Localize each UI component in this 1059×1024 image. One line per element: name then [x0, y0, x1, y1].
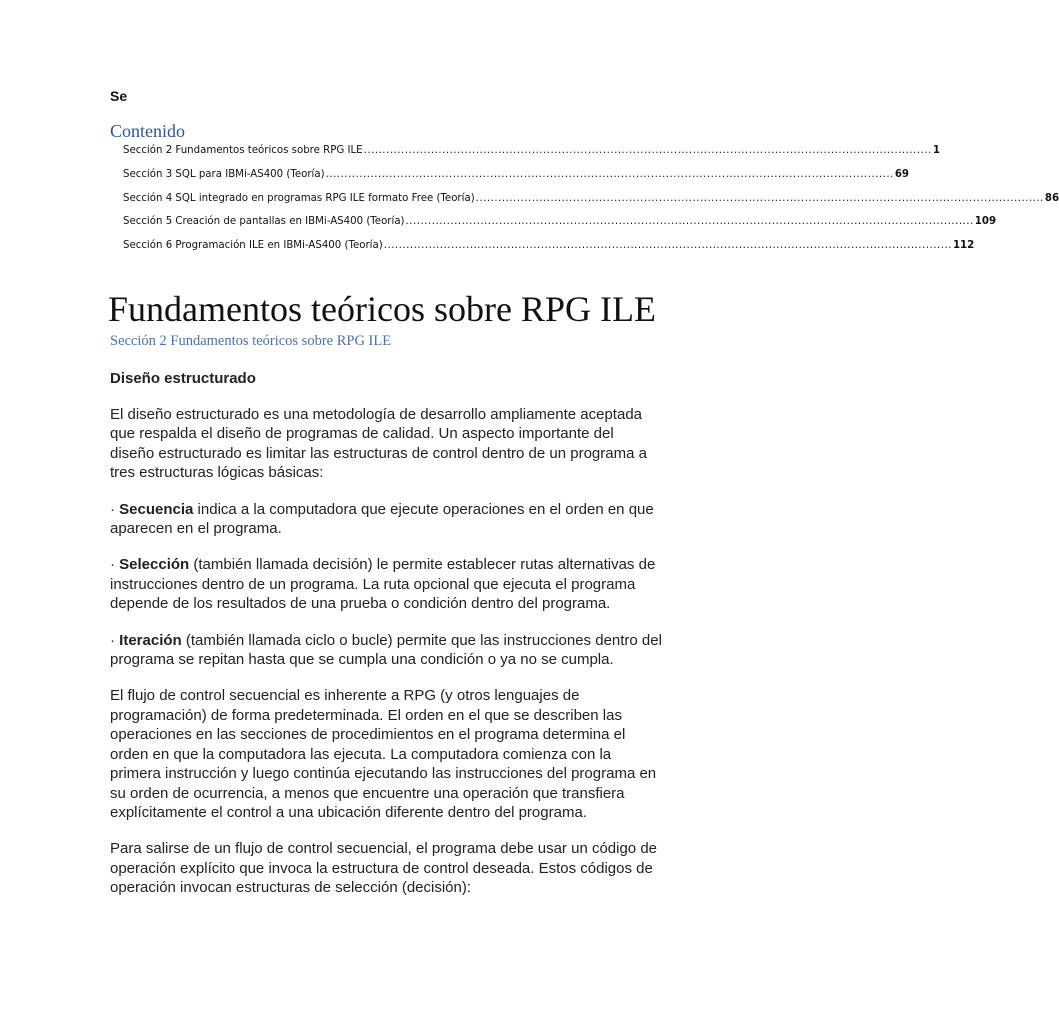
exit-flow-paragraph: Para salirse de un flujo de control secuencial, el programa debe usar un código de operación explícito que invoca la estructura de control deseada. Estos códigos de operación invocan estructuras de selección (decisión):	[110, 840, 658, 897]
bullet-term: Iteración	[119, 631, 182, 649]
bullet-term: Secuencia	[119, 500, 194, 518]
toc-entry-seccion-2[interactable]	[123, 145, 940, 169]
page-subtitle: Sección 2 Fundamentos teóricos sobre RPG ILE	[110, 333, 392, 349]
header-fragment: Se	[110, 88, 128, 104]
toc-entry-page: 1	[932, 145, 940, 156]
toc-leader-dots: ........................................................................................................................................................	[475, 192, 1044, 204]
toc-title: Contenido	[110, 121, 185, 141]
bullet-seleccion	[110, 555, 662, 613]
bullet-term: Selección	[119, 556, 190, 574]
table-of-contents	[123, 145, 1059, 264]
toc-entry-seccion-3[interactable]	[123, 168, 910, 193]
toc-entry-text: Sección 3 SQL para IBMi-AS400 (Teoría)	[123, 168, 325, 180]
section-heading: Diseño estructurado	[110, 370, 256, 387]
toc-entry-text: Sección 2 Fundamentos teóricos sobre RPG ILE	[123, 145, 363, 156]
toc-leader-dots: ........................................................................................................................................................	[383, 240, 952, 252]
toc-leader-dots: ........................................................................................................................................................	[405, 216, 974, 228]
toc-entry-seccion-5[interactable]	[123, 216, 997, 240]
toc-entry-seccion-6[interactable]	[123, 240, 975, 264]
bullet-marker: ·	[110, 556, 120, 574]
bullet-text: (también llamada decisión) le permite establecer rutas alternativas de instrucciones dentro de un programa. La ruta opcional que ejecuta el programa depende de los resultados de una prueba o condición dentro del programa.	[110, 556, 656, 613]
toc-leader-dots: ........................................................................................................................................................	[363, 145, 932, 156]
page-title: Fundamentos teóricos sobre RPG ILE	[108, 289, 656, 329]
bullet-marker: ·	[110, 631, 120, 649]
toc-entry-page: 69	[894, 168, 910, 180]
toc-entry-page: 112	[952, 240, 975, 252]
toc-entry-page: 109	[974, 216, 997, 228]
toc-leader-dots: ........................................................................................................................................................	[325, 168, 894, 180]
bullet-secuencia	[110, 500, 662, 539]
toc-entry-page: 86	[1044, 192, 1059, 204]
toc-entry-seccion-4[interactable]	[123, 192, 1059, 217]
toc-entry-text: Sección 5 Creación de pantallas en IBMi-AS400 (Teoría)	[123, 216, 405, 228]
intro-paragraph: El diseño estructurado es una metodología de desarrollo ampliamente aceptada que respalda el diseño de programas de calidad. Un aspecto importante del diseño estructurado es limitar las estructuras de control dentro de un programa a tres estructuras lógicas básicas:	[110, 406, 647, 482]
bullet-marker: ·	[110, 500, 120, 518]
bullet-iteracion	[110, 631, 662, 670]
toc-entry-text: Sección 4 SQL integrado en programas RPG ILE formato Free (Teoría)	[123, 192, 475, 204]
bullet-text: indica a la computadora que ejecute operaciones en el orden en que aparecen en el programa.	[110, 500, 654, 538]
flow-control-paragraph: El flujo de control secuencial es inherente a RPG (y otros lenguajes de programación) de forma predeterminada. El orden en el que se describen las operaciones en las secciones de procedimientos en el programa determina el orden en que la computadora las ejecuta. La computadora comienza con la primera instrucción y luego continúa ejecutando las instrucciones del programa en su orden de ocurrencia, a menos que encuentre una operación que transfiera explícitamente el control a una ubicación diferente dentro del programa.	[110, 687, 657, 821]
toc-entry-text: Sección 6 Programación ILE en IBMi-AS400 (Teoría)	[123, 240, 383, 252]
document-body	[110, 368, 662, 915]
bullet-text: (también llamada ciclo o bucle) permite que las instrucciones dentro del programa se repitan hasta que se cumpla una condición o ya no se cumpla.	[110, 631, 662, 669]
